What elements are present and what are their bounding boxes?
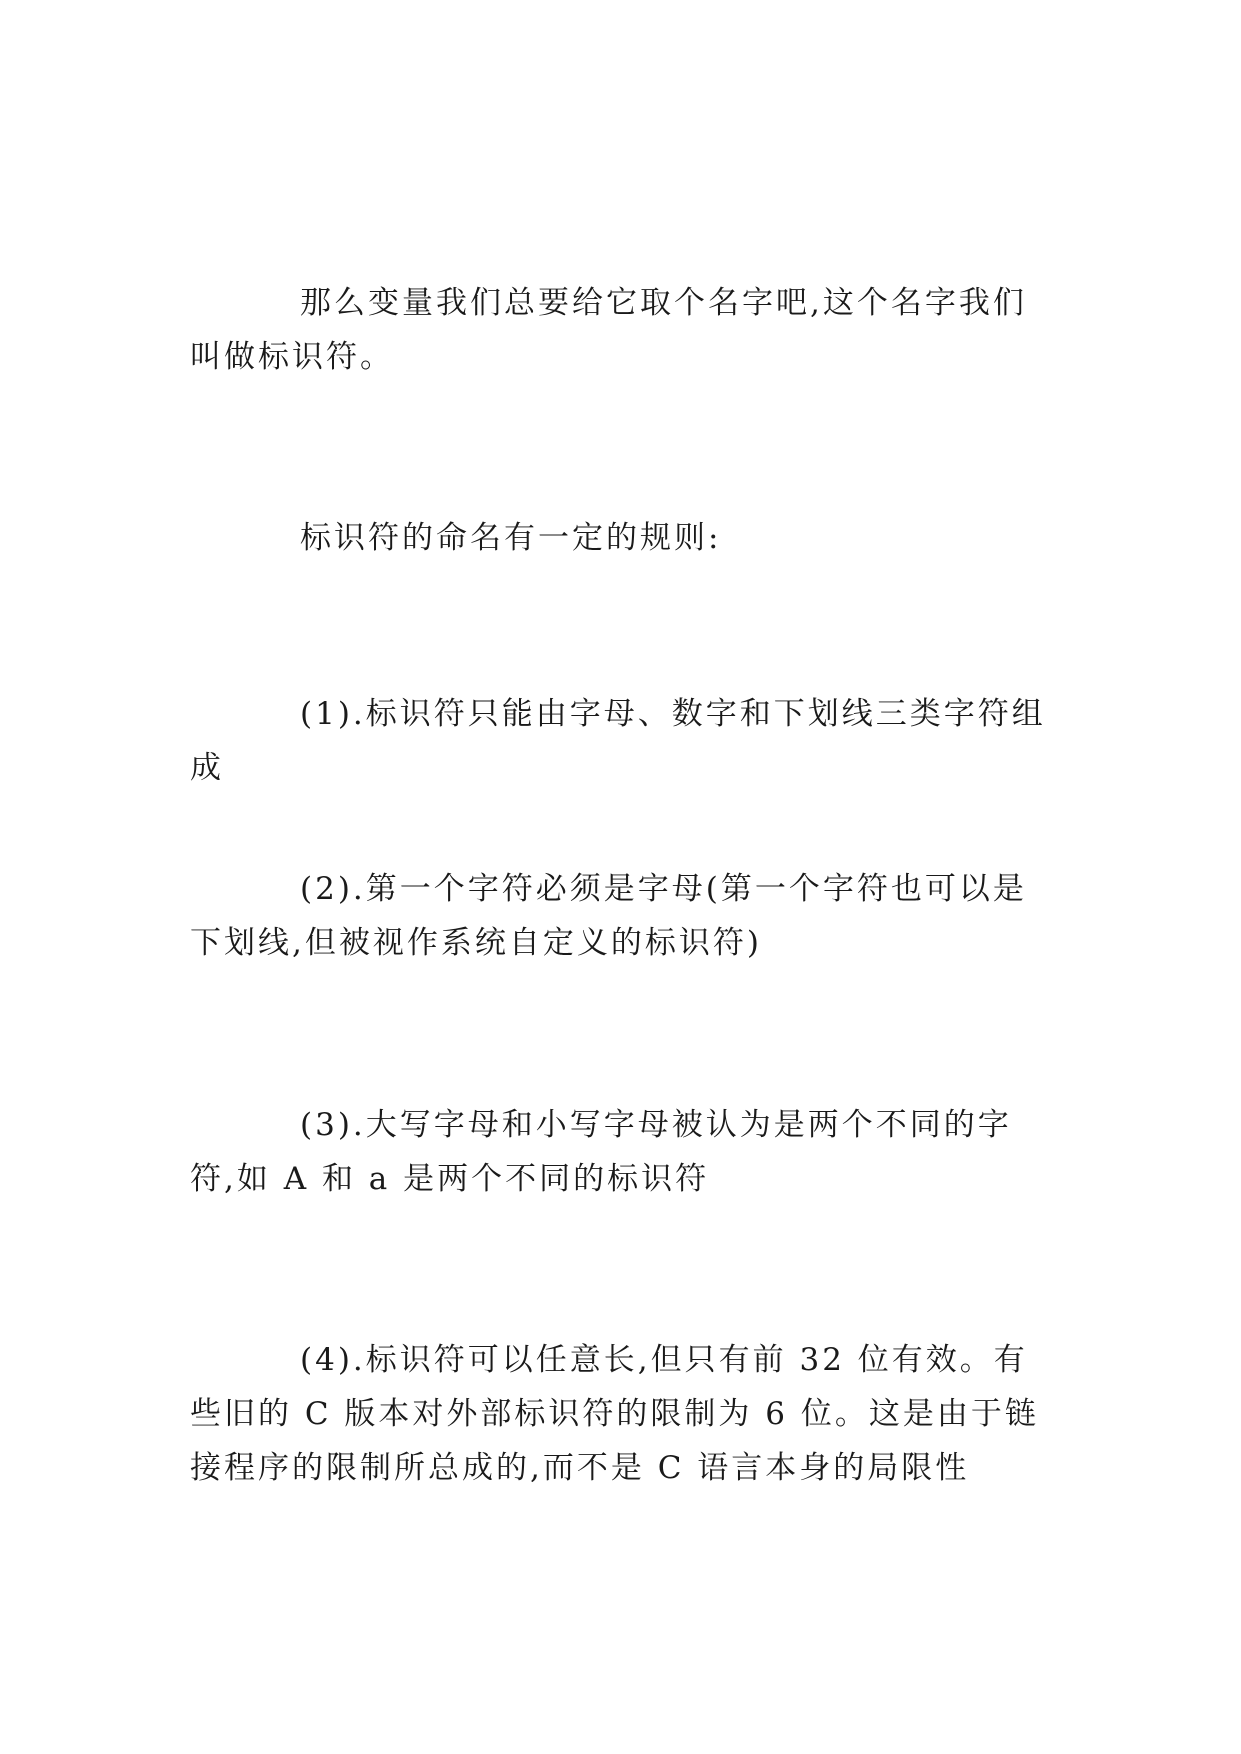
paragraph-naming-rules-heading: 标识符的命名有一定的规则: (300, 520, 722, 556)
paragraph-rule-4: (4).标识符可以任意长,但只有前 32 位有效。有些旧的 C 版本对外部标识符的限制为 6 位。这是由于链接程序的限制所总成的,而不是 C 语言本身的局限性 (190, 1342, 1039, 1486)
paragraph-rule-3: (3).大写字母和小写字母被认为是两个不同的字符,如 A 和 a 是两个不同的标识符 (190, 1107, 1012, 1197)
paragraph-rule-2: (2).第一个字符必须是字母(第一个字符也可以是下划线,但被视作系统自定义的标识符) (190, 871, 1027, 961)
paragraph-identifier-intro: 那么变量我们总要给它取个名字吧,这个名字我们叫做标识符。 (190, 285, 1027, 375)
paragraph-rule-1: (1).标识符只能由字母、数字和下划线三类字符组成 (190, 696, 1046, 786)
